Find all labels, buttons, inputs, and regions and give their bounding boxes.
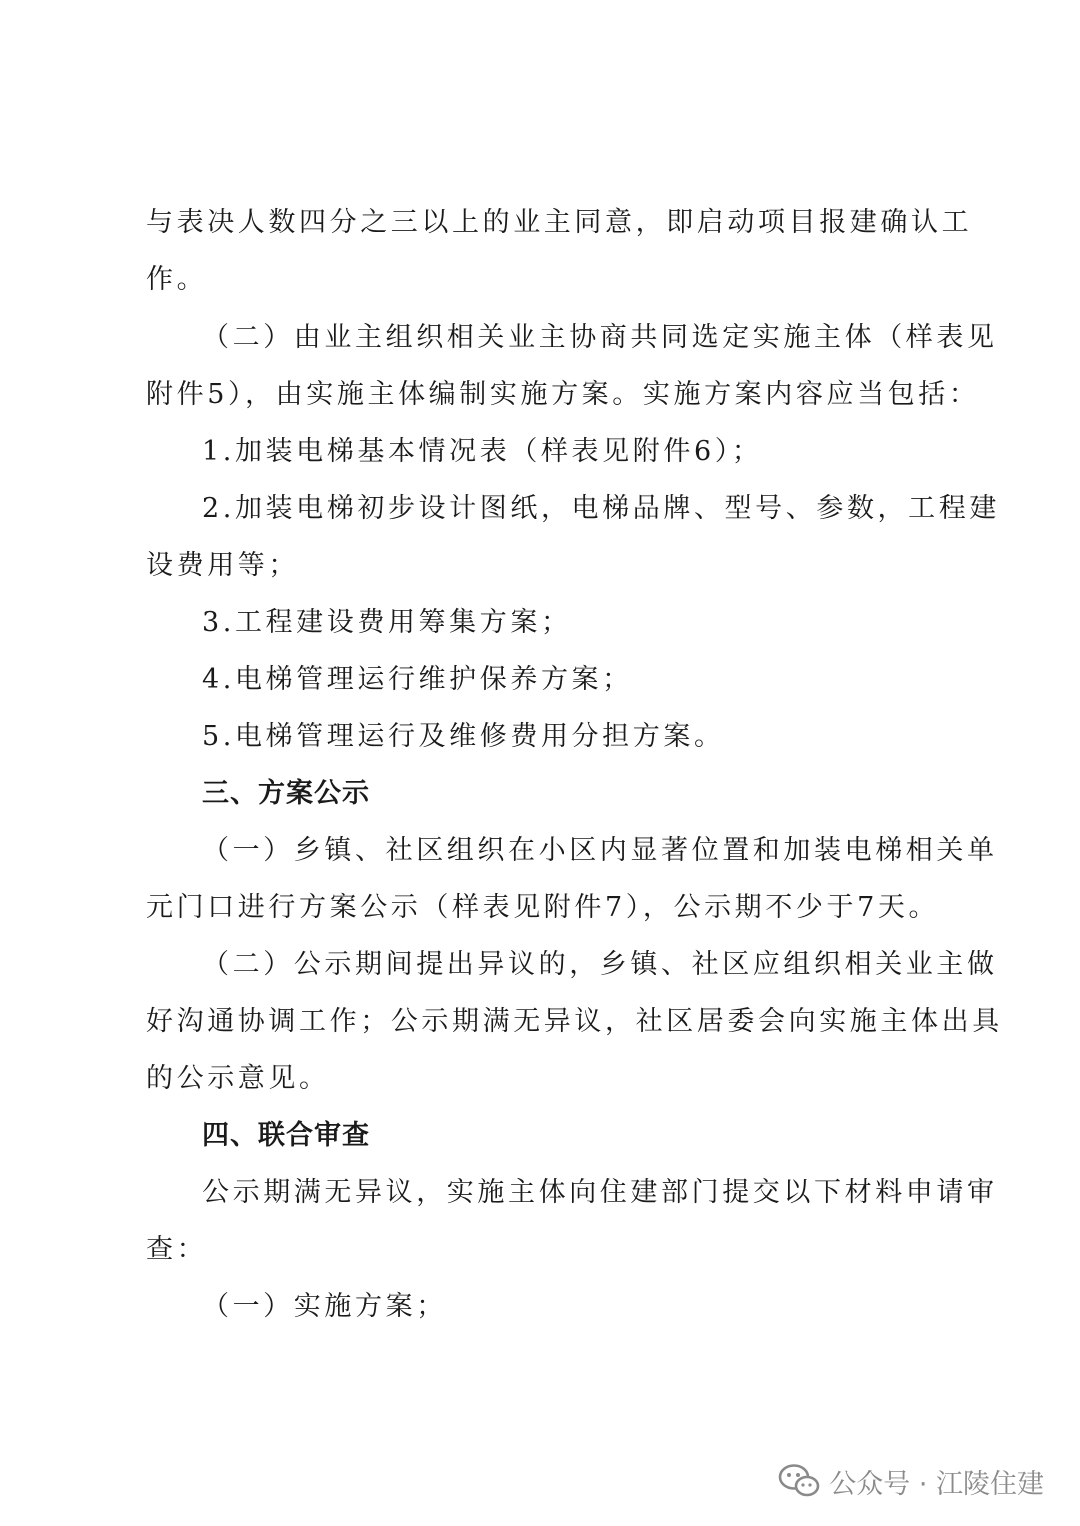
paragraph-line: 设费用等；	[146, 550, 299, 581]
paragraph-line: （二）由业主组织相关业主协商共同选定实施主体（样表见	[202, 322, 998, 353]
paragraph-line: （二）公示期间提出异议的，乡镇、社区应组织相关业主做	[202, 949, 998, 980]
paragraph-line: 元门口进行方案公示（样表见附件7），公示期不少于7天。	[146, 892, 940, 923]
paragraph-line: 与表决人数四分之三以上的业主同意，即启动项目报建确认工	[146, 207, 973, 238]
list-item: 1.加装电梯基本情况表（样表见附件6）；	[202, 436, 763, 467]
section-heading: 四、联合审查	[202, 1120, 370, 1151]
list-item: 2.加装电梯初步设计图纸，电梯品牌、型号、参数，工程建	[202, 493, 1000, 524]
paragraph-line: 的公示意见。	[146, 1063, 330, 1094]
paragraph-line: 查：	[146, 1234, 208, 1265]
paragraph-line: 好沟通协调工作；公示期满无异议，社区居委会向实施主体出具	[146, 1006, 1003, 1037]
watermark	[777, 1458, 1044, 1504]
list-item: 3.工程建设费用筹集方案；	[202, 607, 572, 638]
section-heading: 三、方案公示	[202, 778, 370, 809]
paragraph-line: （一）乡镇、社区组织在小区内显著位置和加装电梯相关单	[202, 835, 998, 866]
list-item: 5.电梯管理运行及维修费用分担方案。	[202, 721, 725, 752]
paragraph-line: （一）实施方案；	[202, 1291, 447, 1322]
paragraph-line: 作。	[146, 264, 208, 295]
watermark-text: 公众号 · 江陵住建	[829, 1468, 1044, 1500]
paragraph-line: 公示期满无异议，实施主体向住建部门提交以下材料申请审	[202, 1177, 998, 1208]
wechat-icon	[777, 1462, 821, 1500]
paragraph-line: 附件5），由实施主体编制实施方案。实施方案内容应当包括：	[146, 379, 980, 410]
list-item: 4.电梯管理运行维护保养方案；	[202, 664, 633, 695]
